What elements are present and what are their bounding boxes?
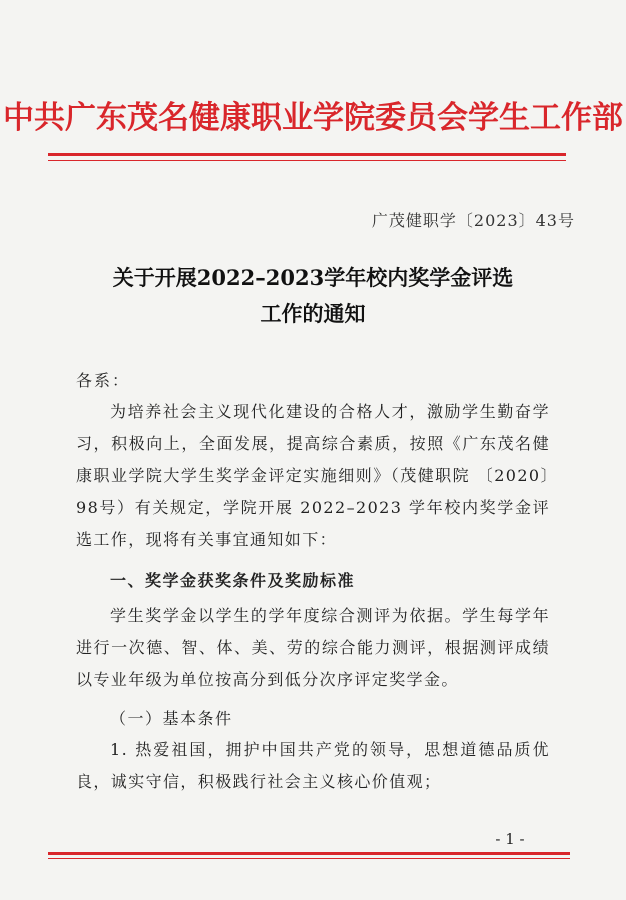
- document-number: 广茂健职学〔2023〕43号: [371, 211, 575, 230]
- footer-red-rule-thin: [48, 858, 570, 859]
- footer-red-rule-thick: [48, 852, 570, 855]
- body-paragraph-intro: 为培养社会主义现代化建设的合格人才，激励学生勤奋学习，积极向上，全面发展，提高综合素质，按照《广东茂名健康职业学院大学生奖学金评定实施细则》（茂健职院 〔2020〕98号）有关规定，学院开展 2022–2023 学年校内奖学金评选工作，现将有关事宜通知如下：: [76, 402, 550, 549]
- header-red-rule-thick: [48, 153, 566, 156]
- header-red-rule-thin: [48, 160, 566, 161]
- notice-title-line2: 工作的通知: [260, 301, 366, 326]
- issuer-header-title: 中共广东茂名健康职业学院委员会学生工作部: [3, 100, 623, 136]
- subsection-heading-basic-conditions: （一）基本条件: [110, 709, 233, 728]
- salutation: 各系：: [76, 371, 131, 390]
- section-heading-1: 一、奖学金获奖条件及奖励标准: [110, 571, 356, 590]
- body-paragraph-condition-1: 1. 热爱祖国，拥护中国共产党的领导，思想道德品质优良，诚实守信，积极践行社会主义核心价值观；: [76, 740, 550, 791]
- body-paragraph-criteria: 学生奖学金以学生的学年度综合测评为依据。学生每学年进行一次德、智、体、美、劳的综合能力测评，根据测评成绩以专业年级为单位按高分到低分次序评定奖学金。: [76, 606, 550, 689]
- page-number: - 1 -: [495, 830, 525, 848]
- notice-title-line1: 关于开展2022–2023学年校内奖学金评选: [112, 265, 514, 290]
